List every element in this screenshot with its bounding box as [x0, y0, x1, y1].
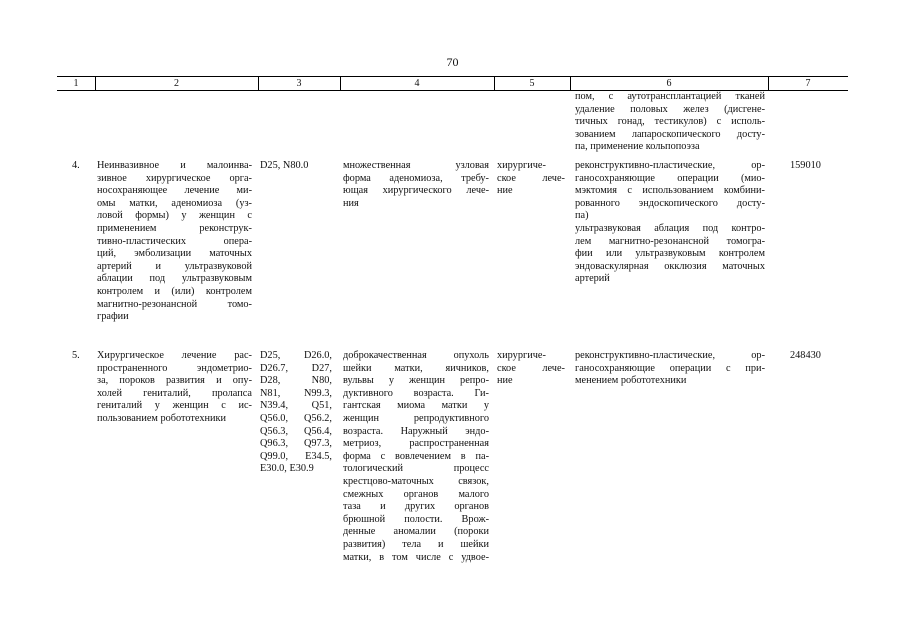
- row-4-name: [97, 160, 252, 324]
- row-5-model: [343, 350, 489, 564]
- text-line: D26.7, D27,: [260, 362, 332, 374]
- column-number-5: 5: [529, 78, 535, 89]
- text-line: Q96.3, Q97.3,: [260, 438, 332, 450]
- text-line: крестцово-маточных связок,: [343, 475, 489, 487]
- text-line: гантская миома матки у: [343, 400, 489, 412]
- row-4-number: 4.: [72, 160, 80, 171]
- row-5-treatment-type: [497, 350, 565, 388]
- column-number-1: 1: [73, 78, 79, 89]
- row-4-model: [343, 160, 489, 210]
- row-5-method: [575, 350, 765, 388]
- row-4-cost: 159010: [790, 160, 821, 171]
- row-5-number: 5.: [72, 350, 80, 361]
- text-line: фии или ультразвуковым контролем: [575, 248, 765, 260]
- text-line: дуктивного возраста. Ги-: [343, 387, 489, 399]
- column-number-7: 7: [805, 78, 811, 89]
- text-line: удаление половых желез (дисгене-: [575, 103, 765, 115]
- text-line: ния: [343, 197, 359, 209]
- page-number: 70: [446, 55, 459, 69]
- text-line: хирургиче-: [497, 350, 546, 361]
- text-line: N39.4, Q51,: [260, 400, 332, 412]
- row-4-treatment-type: [497, 160, 565, 198]
- text-line: метриоз, распространенная: [343, 438, 489, 450]
- text-line: пользованием робототехники: [97, 412, 227, 424]
- text-line: матки, в том числе с удвое-: [343, 551, 489, 563]
- text-line: омы матки, аденомиоза (уз-: [97, 197, 252, 209]
- text-line: Хирургическое лечение рас-: [97, 350, 252, 361]
- text-line: ловой формы) у женщин с: [97, 210, 252, 222]
- text-line: тичных гонад, тестикулов) с исполь-: [575, 116, 765, 128]
- text-line: D28, N80,: [260, 375, 332, 387]
- text-line: ультразвуковая аблация под контро-: [575, 222, 765, 234]
- text-line: мэктомия с использованием комбини-: [575, 185, 765, 197]
- text-line: Q56.3, Q56.4,: [260, 425, 332, 437]
- text-line: применением реконструк-: [97, 222, 252, 234]
- text-line: ское лече-: [497, 172, 565, 184]
- text-line: зованием лапароскопического досту-: [575, 128, 765, 140]
- text-line: Неинвазивное и малоинва-: [97, 160, 252, 171]
- text-line: Q99.0, E34.5,: [260, 450, 332, 462]
- text-line: аблации под ультразвуковым: [97, 273, 252, 285]
- text-line: вульвы у женщин репро-: [343, 375, 489, 387]
- text-line: N81, N99.3,: [260, 387, 332, 399]
- text-line: артерий: [575, 273, 610, 285]
- text-line: ющая хирургического лече-: [343, 185, 489, 197]
- text-line: хирургиче-: [497, 160, 546, 171]
- text-line: ганосохраняющие операции (мио-: [575, 172, 765, 184]
- column-number-2: 2: [174, 78, 179, 89]
- text-line: таза и других органов: [343, 501, 489, 513]
- text-line: гениталий у женщин с ис-: [97, 400, 252, 412]
- text-line: денные аномалии (пороки: [343, 526, 489, 538]
- text-line: графии: [97, 311, 129, 323]
- text-line: шейки матки, яичников,: [343, 362, 489, 374]
- text-line: ние: [497, 375, 513, 387]
- row-5-cost: 248430: [790, 350, 821, 361]
- text-line: реконструктивно-пластические, ор-: [575, 160, 765, 171]
- table-top-rule: [57, 76, 848, 77]
- text-line: па, применение кольпопоэза: [575, 141, 700, 153]
- text-line: D25, N80.0: [260, 160, 309, 171]
- text-line: форма аденомиоза, требу-: [343, 172, 489, 184]
- row-4-codes: [260, 160, 338, 173]
- text-line: эндоваскулярная окклюзия маточных: [575, 260, 765, 272]
- text-line: пом, с аутотрансплантацией тканей: [575, 91, 765, 102]
- row-5-codes: [260, 350, 332, 476]
- text-line: множественная узловая: [343, 160, 489, 171]
- text-line: менением робототехники: [575, 375, 687, 387]
- text-line: ние: [497, 185, 513, 197]
- text-line: реконструктивно-пластические, ор-: [575, 350, 765, 361]
- text-line: E30.0, E30.9: [260, 463, 314, 475]
- text-line: Q56.0, Q56.2,: [260, 412, 332, 424]
- continuation-col6: [575, 91, 765, 154]
- text-line: за, пороков развития и опу-: [97, 375, 252, 387]
- text-line: доброкачественная опухоль: [343, 350, 489, 361]
- row-4-method: [575, 160, 765, 286]
- text-line: пространенного эндометрио-: [97, 362, 252, 374]
- text-line: холей гениталий, пролапса: [97, 387, 252, 399]
- text-line: женщин репродуктивного: [343, 412, 489, 424]
- text-line: тивно-пластических опера-: [97, 235, 252, 247]
- text-line: ское лече-: [497, 362, 565, 374]
- text-line: па): [575, 210, 589, 222]
- text-line: возраста. Наружный эндо-: [343, 425, 489, 437]
- text-line: смежных органов малого: [343, 488, 489, 500]
- text-line: рованного эндоскопического досту-: [575, 197, 765, 209]
- text-line: артерий и ультразвуковой: [97, 260, 252, 272]
- text-line: ганосохраняющие операции с при-: [575, 362, 765, 374]
- text-line: лем магнитно-резонансной томогра-: [575, 235, 765, 247]
- text-line: контролем и (или) контролем: [97, 285, 252, 297]
- column-number-6: 6: [666, 78, 672, 89]
- text-line: развития) тела и шейки: [343, 538, 489, 550]
- text-line: брюшной полости. Врож-: [343, 513, 489, 525]
- text-line: тологический процесс: [343, 463, 489, 475]
- text-line: форма с вовлечением в па-: [343, 450, 489, 462]
- text-line: D25, D26.0,: [260, 350, 332, 361]
- text-line: носохраняющее лечение ми-: [97, 185, 252, 197]
- column-number-4: 4: [414, 78, 420, 89]
- column-number-3: 3: [296, 78, 302, 89]
- text-line: ций, эмболизации маточных: [97, 248, 252, 260]
- text-line: магнитно-резонансной томо-: [97, 298, 252, 310]
- row-5-name: [97, 350, 252, 426]
- text-line: зивное хирургическое орга-: [97, 172, 252, 184]
